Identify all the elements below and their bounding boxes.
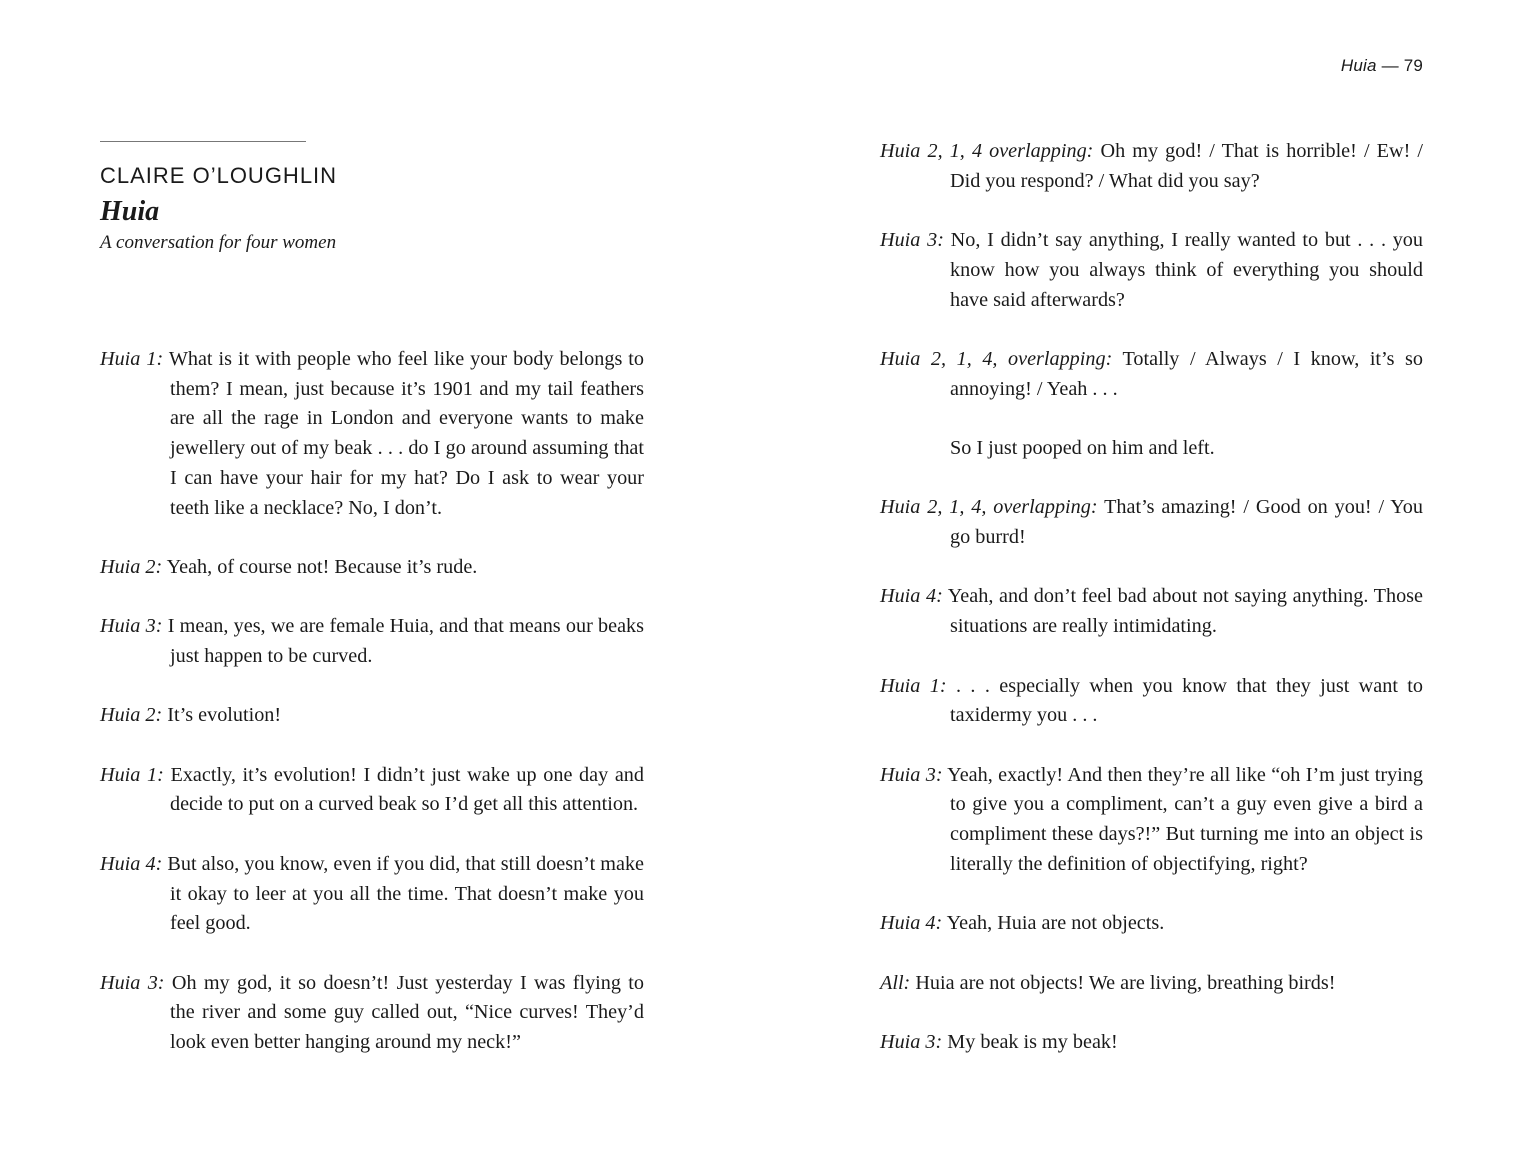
speaker-name: Huia 3:: [100, 971, 165, 994]
speaker-name: Huia 3:: [880, 1030, 943, 1053]
piece-subtitle: A conversation for four women: [100, 232, 337, 253]
speaker-name: Huia 2, 1, 4 overlapping:: [880, 140, 1094, 162]
dialogue-line: [100, 850, 644, 939]
dialogue-line: [100, 969, 644, 1058]
speaker-name: Huia 3:: [100, 615, 163, 638]
speaker-name: Huia 1:: [100, 763, 164, 786]
speaker-name: Huia 2, 1, 4, overlapping:: [880, 347, 1113, 370]
dialogue-text: Totally / Always / I know, it’s so annoying! / Yeah . . .: [950, 347, 1424, 400]
running-head-title: Huia: [1340, 56, 1377, 75]
speaker-name: Huia 4:: [880, 585, 943, 608]
dialogue-text: Oh my god, it so doesn’t! Just yesterday I was flying to the river and some guy called out, “Nice curves! They’d look even better hanging around my neck!”: [170, 971, 644, 1054]
dialogue-line: [880, 969, 1423, 999]
dialogue-line: [880, 761, 1423, 880]
speaker-name: Huia 2:: [100, 555, 163, 578]
dialogue-text: Yeah, Huia are not objects.: [946, 912, 1165, 935]
speaker-name: Huia 1:: [880, 674, 947, 697]
author-name: CLAIRE O’LOUGHLIN: [100, 163, 338, 188]
dialogue-text: Oh my god! / That is horrible! / Ew! / Did you respond? / What did you say?: [950, 140, 1423, 192]
running-head-separator: —: [1376, 56, 1404, 75]
dialogue-text: My beak is my beak!: [947, 1030, 1118, 1053]
dialogue-line: [880, 493, 1423, 552]
dialogue-text: I mean, yes, we are female Huia, and that means our beaks just happen to be curved.: [167, 615, 644, 667]
dialogue-text: Yeah, and don’t feel bad about not saying anything. Those situations are really intimidating.: [947, 585, 1423, 638]
dialogue-text: Yeah, exactly! And then they’re all like “oh I’m just trying to give you a compliment, can’t a guy even give a bird a compliment these days?!” But turning me into an object is literally the definition of objectifying, right?: [947, 763, 1423, 875]
dialogue-line: [880, 1028, 1423, 1058]
dialogue-line: [880, 909, 1423, 939]
dialogue-text: Huia are not objects! We are living, breathing birds!: [915, 971, 1336, 994]
speaker-name: Huia 3:: [880, 229, 944, 252]
dialogue-line: [100, 761, 644, 820]
dialogue-line: [100, 701, 644, 731]
speaker-name: Huia 2, 1, 4, overlapping:: [880, 496, 1098, 519]
left-column: [100, 345, 644, 1087]
dialogue-text: That’s amazing! / Good on you! / You go burrd!: [950, 496, 1423, 549]
speaker-name: Huia 4:: [100, 852, 163, 875]
dialogue-line: [880, 137, 1423, 196]
dialogue-line: [880, 672, 1423, 731]
dialogue-line: [880, 226, 1423, 315]
right-column: [880, 137, 1423, 1087]
dialogue-line: [880, 345, 1423, 404]
speaker-name: Huia 2:: [100, 704, 163, 727]
dialogue-text: What is it with people who feel like your body belongs to them? I mean, just because it’s 1901 and my tail feathers are all the rage in London and everyone wants to make jewellery out of my beak . . . do I go around assuming that I can have your hair for my hat? Do I ask to wear your teeth like a necklace? No, I don’t.: [168, 348, 644, 519]
speaker-name: Huia 4:: [880, 912, 943, 935]
dialogue-text: It’s evolution!: [167, 704, 282, 727]
page-number: 79: [1403, 56, 1423, 75]
dialogue-text: But also, you know, even if you did, that still doesn’t make it okay to leer at you all the time. That doesn’t make you feel good.: [167, 852, 644, 935]
dialogue-line: [880, 582, 1423, 641]
speaker-name: Huia 3:: [880, 763, 943, 786]
dialogue-line: [100, 553, 644, 583]
speaker-name: All:: [880, 971, 911, 994]
dialogue-text: Exactly, it’s evolution! I didn’t just wake up one day and decide to put on a curved beak so I’d get all this attention.: [170, 763, 644, 816]
dialogue-line: [100, 612, 644, 671]
speaker-name: Huia 1:: [100, 348, 164, 370]
dialogue-text: No, I didn’t say anything, I really wanted to but . . . you know how you always think of everything you should have said afterwards?: [950, 229, 1423, 311]
dialogue-line: [100, 345, 644, 523]
dialogue-continuation: [880, 434, 1423, 464]
piece-title: Huia: [100, 196, 160, 227]
header-rule: [100, 141, 306, 142]
running-head: [1341, 56, 1423, 76]
dialogue-text: Yeah, of course not! Because it’s rude.: [166, 555, 478, 578]
dialogue-text: So I just pooped on him and left.: [950, 436, 1215, 459]
dialogue-text: . . . especially when you know that they just want to taxidermy you . . .: [950, 674, 1424, 727]
